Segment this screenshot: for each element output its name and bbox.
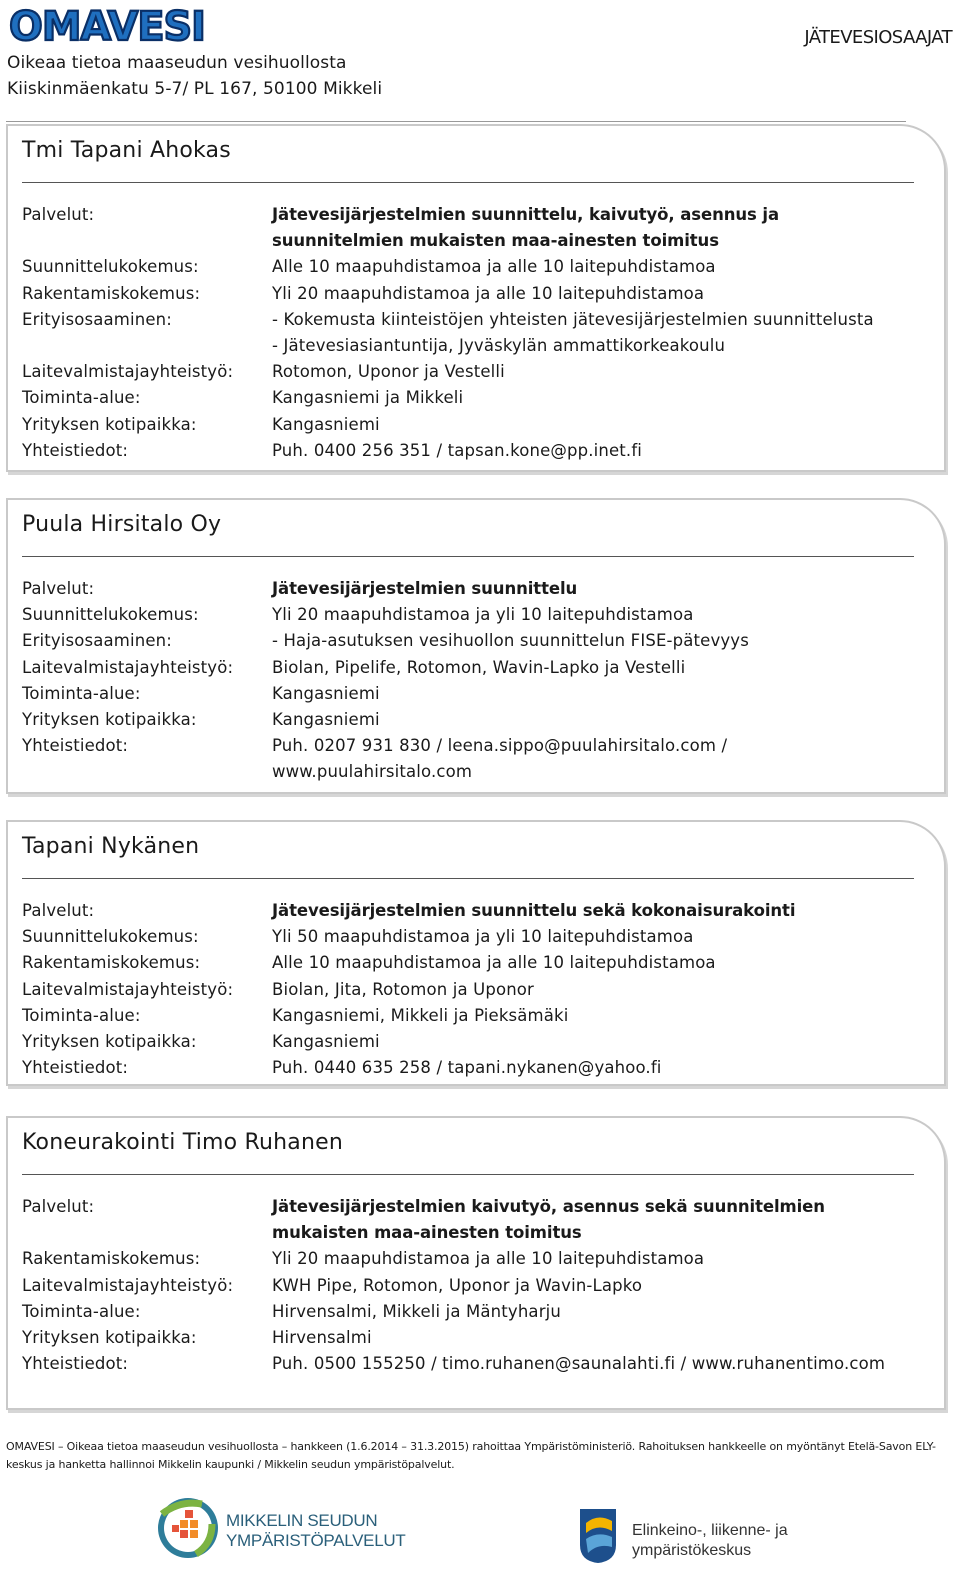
company-name: Puula Hirsitalo Oy xyxy=(22,512,222,537)
detail-value: KWH Pipe, Rotomon, Uponor ja Wavin-Lapko xyxy=(272,1275,643,1295)
detail-value: Alle 10 maapuhdistamoa ja alle 10 laitepuhdistamoa xyxy=(272,953,716,973)
detail-label: Toiminta-alue: xyxy=(22,683,141,703)
company-details xyxy=(22,576,912,786)
detail-label: Yrityksen kotipaikka: xyxy=(22,1032,197,1052)
detail-label: Yrityksen kotipaikka: xyxy=(22,710,197,730)
funder-line2: ympäristökeskus xyxy=(632,1542,752,1559)
detail-row xyxy=(22,1246,912,1272)
detail-row xyxy=(22,681,912,707)
detail-label: Palvelut: xyxy=(22,205,95,224)
card-divider xyxy=(22,182,914,183)
company-name: Koneurakointi Timo Ruhanen xyxy=(22,1130,343,1155)
detail-row xyxy=(22,385,912,411)
detail-row xyxy=(22,307,912,333)
funder-line1: Elinkeino-, liikenne- ja xyxy=(632,1522,788,1539)
detail-value: - Kokemusta kiinteistöjen yhteisten jätevesijärjestelmien suunnittelusta xyxy=(272,309,874,329)
detail-value: Jätevesijärjestelmien suunnittelu sekä kokonaisurakointi xyxy=(272,901,796,920)
footer-note: OMAVESI – Oikeaa tietoa maaseudun vesihuollosta – hankkeen (1.6.2014 – 31.3.2015) rahoittaa Ympäristöministeriö. Rahoituksen hankkeelle on myöntänyt Etelä-Savon ELY-keskus ja hanketta hallinnoi Mikkelin kaupunki / Mikkelin seudun ympäristöpalvelut. xyxy=(6,1440,936,1471)
detail-value: Jätevesijärjestelmien suunnittelu xyxy=(272,579,578,598)
detail-row xyxy=(22,333,912,359)
detail-row xyxy=(22,202,912,254)
detail-label: Yrityksen kotipaikka: xyxy=(22,414,197,434)
detail-row xyxy=(22,602,912,628)
company-name: Tapani Nykänen xyxy=(22,834,200,859)
detail-row xyxy=(22,733,912,785)
detail-value: Yli 20 maapuhdistamoa ja yli 10 laitepuhdistamoa xyxy=(272,605,694,625)
detail-value: Puh. 0500 155250 / timo.ruhanen@saunalahti.fi / www.ruhanentimo.com xyxy=(272,1354,886,1374)
card-divider xyxy=(22,878,914,879)
detail-label: Palvelut: xyxy=(22,579,95,598)
detail-label: Suunnittelukokemus: xyxy=(22,257,199,277)
detail-label: Palvelut: xyxy=(22,901,95,920)
detail-value: Rotomon, Uponor ja Vestelli xyxy=(272,362,505,382)
tagline: Oikeaa tietoa maaseudun vesihuollosta xyxy=(7,53,347,73)
company-details xyxy=(22,1194,912,1377)
detail-label: Erityisosaaminen: xyxy=(22,309,172,329)
card-divider xyxy=(22,556,914,557)
detail-row xyxy=(22,576,912,602)
detail-row xyxy=(22,1055,912,1081)
detail-row xyxy=(22,254,912,280)
detail-row xyxy=(22,655,912,681)
detail-label: Suunnittelukokemus: xyxy=(22,927,199,947)
detail-label: Laitevalmistajayhteistyö: xyxy=(22,979,234,999)
detail-value: Kangasniemi ja Mikkeli xyxy=(272,388,464,408)
detail-value: Puh. 0400 256 351 / tapsan.kone@pp.inet.fi xyxy=(272,440,643,460)
detail-label: Laitevalmistajayhteistyö: xyxy=(22,657,234,677)
detail-value: - Haja-asutuksen vesihuollon suunnittelun FISE-pätevyys xyxy=(272,631,749,651)
detail-label: Toiminta-alue: xyxy=(22,388,141,408)
detail-row xyxy=(22,628,912,654)
detail-label: Yrityksen kotipaikka: xyxy=(22,1328,197,1348)
detail-value: Jätevesijärjestelmien suunnittelu, kaivutyö, asennus ja suunnitelmien mukaisten maa-ainesten toimitus xyxy=(272,205,779,251)
detail-label: Palvelut: xyxy=(22,1197,95,1216)
detail-row xyxy=(22,950,912,976)
company-card xyxy=(6,1116,946,1410)
detail-value: Biolan, Jita, Rotomon ja Uponor xyxy=(272,979,534,999)
detail-row xyxy=(22,359,912,385)
detail-value: Kangasniemi xyxy=(272,414,380,434)
detail-label: Rakentamiskokemus: xyxy=(22,953,201,973)
detail-label: Erityisosaaminen: xyxy=(22,631,172,651)
detail-label: Yhteistiedot: xyxy=(22,1058,129,1078)
omavesi-logo xyxy=(8,4,210,52)
detail-value: Biolan, Pipelife, Rotomon, Wavin-Lapko ja Vestelli xyxy=(272,657,686,677)
address: Kiiskinmäenkatu 5-7/ PL 167, 50100 Mikkeli xyxy=(7,79,383,99)
detail-value: Jätevesijärjestelmien kaivutyö, asennus sekä suunnitelmien mukaisten maa-ainesten toimitus xyxy=(272,1197,825,1243)
ely-keskus-logo xyxy=(576,1505,806,1567)
detail-row xyxy=(22,1325,912,1351)
header-divider xyxy=(6,121,906,122)
company-name: Tmi Tapani Ahokas xyxy=(22,138,231,163)
detail-label: Yhteistiedot: xyxy=(22,440,129,460)
detail-value: Kangasniemi xyxy=(272,710,380,730)
detail-row xyxy=(22,924,912,950)
detail-row xyxy=(22,898,912,924)
detail-value: Alle 10 maapuhdistamoa ja alle 10 laitepuhdistamoa xyxy=(272,257,716,277)
detail-row xyxy=(22,1299,912,1325)
detail-row xyxy=(22,977,912,1003)
detail-label: Yhteistiedot: xyxy=(22,736,129,756)
detail-value: Kangasniemi xyxy=(272,1032,380,1052)
detail-value: Yli 20 maapuhdistamoa ja alle 10 laitepuhdistamoa xyxy=(272,283,705,303)
company-details xyxy=(22,898,912,1081)
detail-row xyxy=(22,1029,912,1055)
detail-row xyxy=(22,281,912,307)
detail-label: Suunnittelukokemus: xyxy=(22,605,199,625)
detail-value: Puh. 0440 635 258 / tapani.nykanen@yahoo.fi xyxy=(272,1058,662,1078)
mikkeli-ymparistopalvelut-logo xyxy=(150,1492,406,1564)
detail-value: Puh. 0207 931 830 / leena.sippo@puulahirsitalo.com / www.puulahirsitalo.com xyxy=(272,736,728,782)
detail-row xyxy=(22,1003,912,1029)
detail-label: Toiminta-alue: xyxy=(22,1301,141,1321)
detail-value: Kangasniemi xyxy=(272,683,380,703)
detail-row xyxy=(22,1273,912,1299)
company-details xyxy=(22,202,912,464)
detail-row xyxy=(22,707,912,733)
detail-value: Hirvensalmi xyxy=(272,1328,372,1348)
funder-line1: MIKKELIN SEUDUN xyxy=(226,1511,378,1530)
detail-label: Laitevalmistajayhteistyö: xyxy=(22,362,234,382)
detail-label: Toiminta-alue: xyxy=(22,1005,141,1025)
funder-line2: YMPÄRISTÖPALVELUT xyxy=(226,1531,406,1550)
company-card xyxy=(6,498,946,794)
detail-label xyxy=(22,333,272,359)
detail-value: Yli 50 maapuhdistamoa ja yli 10 laitepuhdistamoa xyxy=(272,927,694,947)
detail-value: Hirvensalmi, Mikkeli ja Mäntyharju xyxy=(272,1301,561,1321)
logo-text: OMAVESI xyxy=(9,4,205,50)
flower-icon xyxy=(158,1498,218,1558)
detail-row xyxy=(22,1194,912,1246)
company-card xyxy=(6,124,946,472)
detail-label: Rakentamiskokemus: xyxy=(22,283,201,303)
detail-value: - Jätevesiasiantuntija, Jyväskylän ammattikorkeakoulu xyxy=(272,336,726,356)
detail-label: Laitevalmistajayhteistyö: xyxy=(22,1275,234,1295)
ely-emblem-icon xyxy=(580,1509,616,1563)
detail-row xyxy=(22,1351,912,1377)
detail-row xyxy=(22,412,912,438)
detail-row xyxy=(22,438,912,464)
detail-value: Kangasniemi, Mikkeli ja Pieksämäki xyxy=(272,1005,569,1025)
card-divider xyxy=(22,1174,914,1175)
section-tag: JÄTEVESIOSAAJAT xyxy=(804,27,952,48)
company-card xyxy=(6,820,946,1086)
detail-value: Yli 20 maapuhdistamoa ja alle 10 laitepuhdistamoa xyxy=(272,1249,705,1269)
detail-label: Rakentamiskokemus: xyxy=(22,1249,201,1269)
detail-label: Yhteistiedot: xyxy=(22,1354,129,1374)
